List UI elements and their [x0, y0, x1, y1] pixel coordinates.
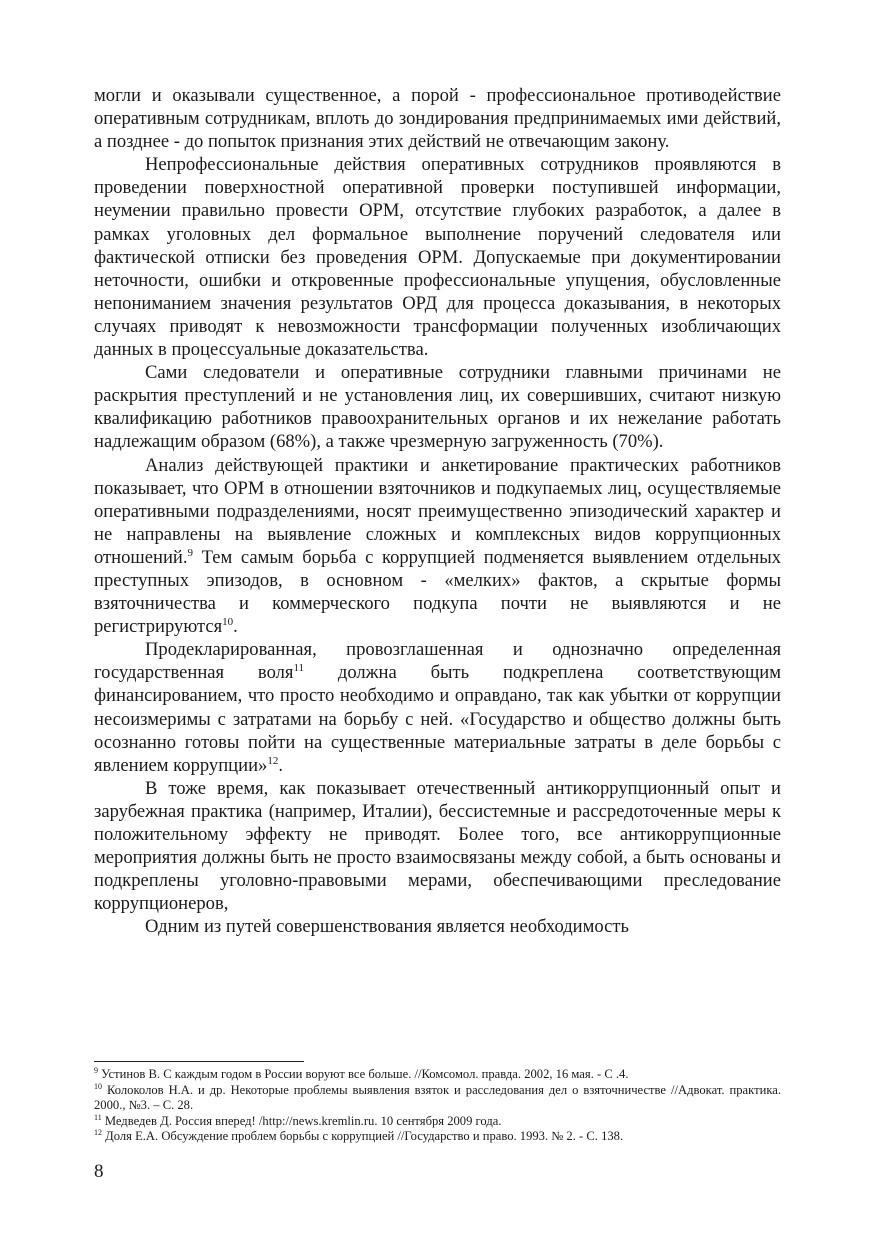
- footnote-number: 10: [94, 1081, 102, 1091]
- paragraph-text: Продекларированная, провозглашенная и однозначно определенная государственная воля: [94, 639, 781, 684]
- paragraph: Сами следователи и оперативные сотрудники главными причинами не раскрытия преступлений и не установления лиц, их совершивших, считают низкую квалификацию работников правоохранительных органов и их нежелание работать надлежащим образом (68%), а также чрезмерную загруженность (70%).: [94, 362, 781, 453]
- footnote: [94, 1129, 781, 1145]
- footnote-text: Медведев Д. Россия вперед! /http://news.kremlin.ru. 10 сентября 2009 года.: [101, 1113, 502, 1128]
- footnote-number: 9: [94, 1066, 98, 1075]
- footnote-text: Устинов В. С каждым годом в России воруют все больше. //Комсомол. правда. 2002, 16 мая. - С .4.: [98, 1067, 629, 1081]
- footnote-ref[interactable]: 12: [267, 754, 279, 767]
- page-number: 8: [94, 1161, 104, 1182]
- footnote-ref[interactable]: 9: [187, 546, 193, 559]
- paragraph: могли и оказывали существенное, а порой - профессиональное противодействие оперативным сотрудникам, вплоть до зондирования предпринимаемых ими действий, а позднее - до попыток признания этих действий не отвечающим закону.: [94, 85, 781, 153]
- paragraph-text: .: [278, 754, 283, 776]
- footnotes: [94, 1067, 781, 1145]
- footnote-text: Доля Е.А. Обсуждение проблем борьбы с коррупцией //Государство и право. 1993. № 2. - С. 138.: [102, 1129, 624, 1144]
- paragraph-text: Анализ действующей практики и анкетирование практических работников показывает, что ОРМ в отношении взяточников и подкупаемых лиц, осуществляемые оперативными подразделениями, носят преимущественно эпизодический характер и не направлены на выявление сложных и комплексных видов коррупционных отношений.: [94, 454, 781, 568]
- paragraph: Одним из путей совершенствования является необходимость: [145, 916, 630, 938]
- paragraph: Непрофессиональные действия оперативных сотрудников проявляются в проведении поверхностной оперативной проверки поступившей информации, неумении правильно провести ОРМ, отсутствие глубоких разработок, а далее в рамках уголовных дел формальное выполнение поручений следователя или фактической отписки без проведения ОРМ. Допускаемые при документировании неточности, ошибки и откровенные профессиональные упущения, обусловленные непониманием значения результатов ОРД для процесса доказывания, в некоторых случаях приводят к невозможности трансформации полученных изобличающих данных в процессуальные доказательства.: [94, 154, 781, 361]
- footnote-number: 12: [94, 1128, 102, 1138]
- paragraph: [94, 638, 781, 777]
- footnote-text: Колоколов Н.А. и др. Некоторые проблемы выявления взяток и расследования дел о взяточничестве //Адвокат. практика. 2000., №3. – С. 28.: [94, 1082, 781, 1113]
- footnote: [94, 1083, 781, 1114]
- paragraph-text: .: [233, 616, 238, 638]
- footnote-divider: [94, 1061, 304, 1062]
- footnote-ref[interactable]: 10: [222, 616, 234, 629]
- footnote: [94, 1114, 781, 1130]
- paragraph: В тоже время, как показывает отечественный антикоррупционный опыт и зарубежная практика (например, Италии), бессистемные и рассредоточенные меры к положительному эффекту не приводят. Более того, все антикоррупционные мероприятия должны быть не просто взаимосвязаны между собой, а быть основаны и подкреплены уголовно-правовыми мерами, обеспечивающими преследование коррупционеров,: [94, 777, 781, 915]
- footnote-ref[interactable]: 11: [293, 662, 305, 675]
- paragraph-text: Тем самым борьба с коррупцией подменяется выявлением отдельных преступных эпизодов, в основном - «мелких» фактов, а скрытые формы взяточничества и коммерческого подкупа почти не выявляются и не регистрируются: [94, 546, 781, 638]
- body-text: [94, 84, 781, 938]
- paragraph: [94, 454, 781, 639]
- footnote-number: 11: [94, 1112, 102, 1122]
- footnote: [94, 1067, 781, 1083]
- paragraph-text: должна быть подкреплена соответствующим финансированием, что просто необходимо и оправдано, так как убытки от коррупции несоизмеримы с затратами на борьбу с ней. «Государство и общество должны быть осознанно готовы пойти на существенные материальные затраты в деле борьбы с явлением коррупции»: [94, 662, 781, 776]
